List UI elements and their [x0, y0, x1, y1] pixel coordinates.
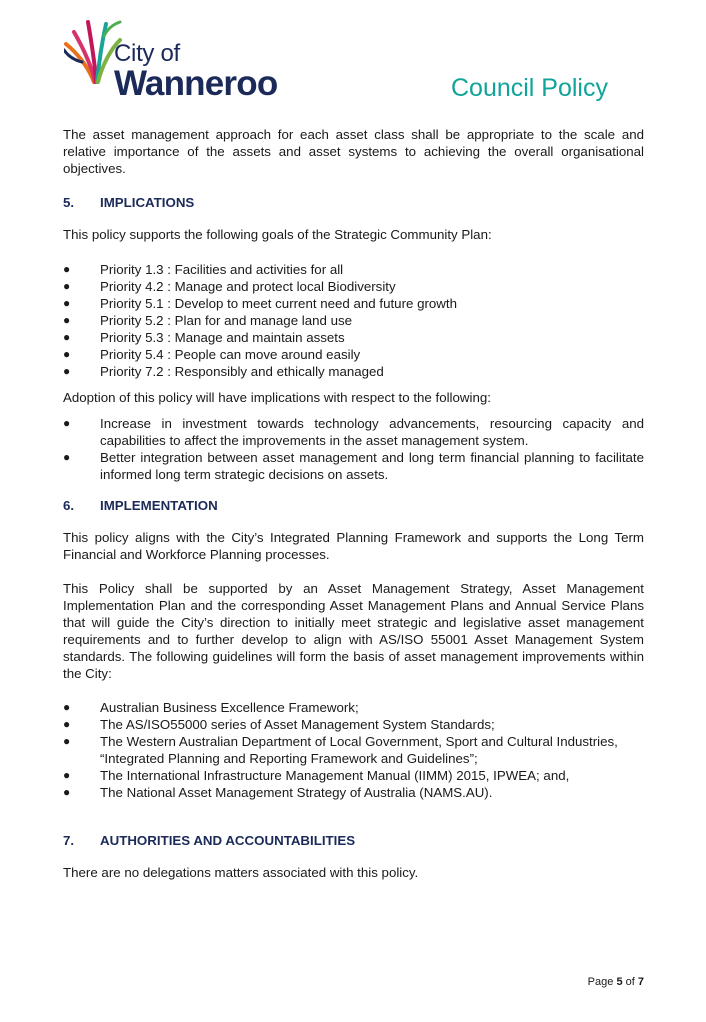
list-item: ● Increase in investment towards technology advancements, resourcing capacity and capabilities to affect the improvements in the asset management system.	[63, 416, 644, 448]
bullet-icon: ●	[63, 416, 71, 430]
page-number: Page 5 of 7	[587, 976, 644, 988]
section-5-lead: This policy supports the following goals of the Strategic Community Plan:	[63, 227, 492, 242]
section-6-heading	[63, 497, 644, 514]
section-number: 7.	[63, 833, 75, 848]
list-item: ● The International Infrastructure Management Manual (IIMM) 2015, IPWEA; and,	[63, 768, 570, 783]
list-item: ● Priority 1.3 : Facilities and activities for all	[63, 262, 344, 277]
current-page: 5	[616, 976, 623, 988]
section-7-paragraph: There are no delegations matters associated with this policy.	[63, 865, 419, 880]
bullet-icon: ●	[63, 279, 71, 293]
list-item: ● Australian Business Excellence Framework;	[63, 700, 359, 715]
bullet-icon: ●	[63, 262, 71, 276]
section-title: IMPLICATIONS	[100, 195, 195, 210]
document-body	[63, 126, 644, 881]
guidelines-list	[63, 699, 644, 801]
section-title: AUTHORITIES AND ACCOUNTABILITIES	[100, 833, 356, 848]
section-number: 6.	[63, 498, 75, 513]
bullet-icon: ●	[63, 700, 71, 714]
priorities-list	[63, 261, 644, 380]
intro-paragraph: The asset management approach for each asset class shall be appropriate to the scale and relative importance of the assets and asset systems to achieving the overall organisational objectives.	[63, 127, 644, 176]
bullet-icon: ●	[63, 296, 71, 310]
city-of-wanneroo-logo	[64, 16, 304, 106]
section-5-heading	[63, 194, 644, 211]
adoption-paragraph: Adoption of this policy will have implications with respect to the following:	[63, 390, 491, 405]
section-6-paragraph-2: This Policy shall be supported by an Asset Management Strategy, Asset Management Implementation Plan and the corresponding Asset Management Plans and Annual Service Plans that will guide the City’s direction to initially meet strategic and legislative asset management requirements and to further develop to align with AS/ISO 55001 Asset Management System standards. The following guidelines will form the basis of asset management improvements within the City:	[63, 581, 644, 681]
list-item: ● Priority 5.4 : People can move around easily	[63, 347, 361, 362]
list-item: ● Priority 5.3 : Manage and maintain assets	[63, 330, 345, 345]
bullet-icon: ●	[63, 734, 71, 748]
bullet-icon: ●	[63, 364, 71, 378]
list-item: ● Priority 7.2 : Responsibly and ethically managed	[63, 364, 384, 379]
list-item: ● The Western Australian Department of Local Government, Sport and Cultural Industries, “Integrated Planning and Reporting Framework and Guidelines”;	[63, 734, 618, 766]
section-6-paragraph-1: This policy aligns with the City’s Integrated Planning Framework and supports the Long Term Financial and Workforce Planning processes.	[63, 530, 644, 562]
list-item: ● Priority 4.2 : Manage and protect local Biodiversity	[63, 279, 396, 294]
section-7-heading	[63, 832, 644, 849]
list-item: ● The National Asset Management Strategy of Australia (NAMS.AU).	[63, 785, 493, 800]
implications-list	[63, 415, 644, 483]
bullet-icon: ●	[63, 785, 71, 799]
logo-city-of: City of	[114, 40, 180, 67]
document-type-title: Council Policy	[450, 74, 608, 102]
total-pages: 7	[637, 976, 644, 988]
bullet-icon: ●	[63, 450, 71, 464]
bullet-icon: ●	[63, 313, 71, 327]
bullet-icon: ●	[63, 768, 71, 782]
list-item: ● Priority 5.1 : Develop to meet current need and future growth	[63, 296, 457, 311]
bullet-icon: ●	[63, 330, 71, 344]
page-header	[0, 0, 706, 120]
list-item: ● The AS/ISO55000 series of Asset Management System Standards;	[63, 717, 495, 732]
logo-wanneroo: Wanneroo	[114, 64, 278, 103]
bullet-icon: ●	[63, 717, 71, 731]
section-number: 5.	[63, 195, 75, 210]
bullet-icon: ●	[63, 347, 71, 361]
list-item: ● Better integration between asset management and long term financial planning to facilitate informed long term strategic decisions on assets.	[63, 450, 644, 482]
section-title: IMPLEMENTATION	[100, 498, 218, 513]
list-item: ● Priority 5.2 : Plan for and manage land use	[63, 313, 353, 328]
